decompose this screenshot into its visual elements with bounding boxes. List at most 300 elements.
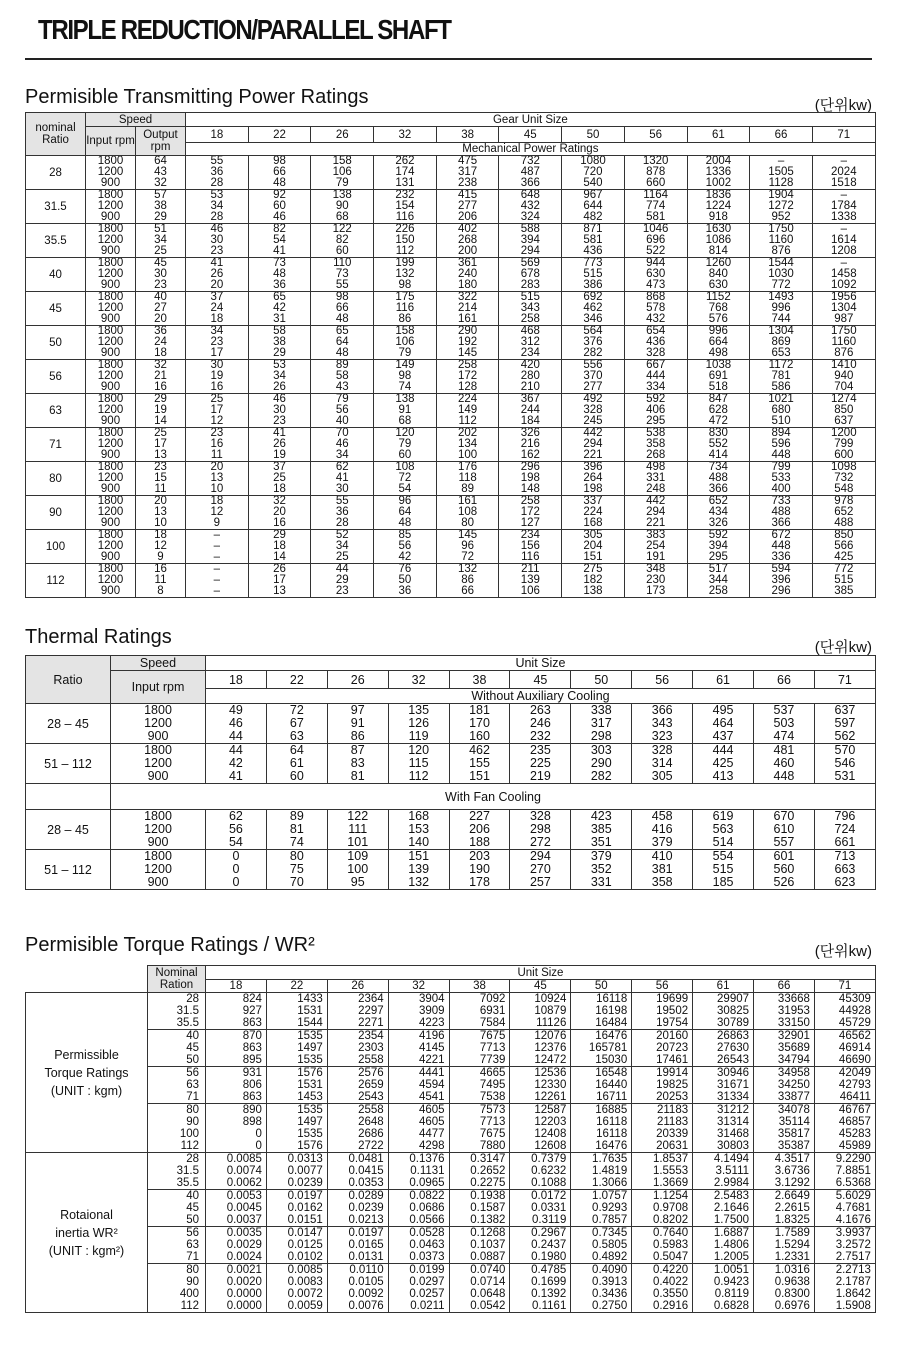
power-value: 98 [398, 279, 412, 291]
table-row [26, 326, 876, 360]
table-value: 45729 [838, 1017, 871, 1029]
power-cell [562, 428, 625, 462]
power-value: 637 [834, 415, 854, 427]
table-value: 0.0353 [348, 1177, 384, 1189]
table-value: 12203 [534, 1116, 567, 1128]
power-value: 52 [335, 529, 349, 541]
value-cell [266, 1153, 327, 1190]
power-cell [499, 428, 562, 462]
thermal-value: 537 [773, 703, 795, 717]
power-value: 131 [395, 177, 415, 189]
thermal-value: 155 [469, 756, 490, 770]
gear-size-header: Gear Unit Size [186, 113, 876, 127]
ratio-value: 50 [186, 1214, 199, 1226]
thermal-value: 272 [529, 835, 551, 849]
power-cell [812, 258, 875, 292]
table-value: 0.9638 [774, 1276, 810, 1288]
power-value: 54 [398, 483, 412, 495]
table-value: 0.6976 [774, 1300, 810, 1312]
ratio-cell: 56 [26, 360, 86, 394]
value-cell [449, 1104, 510, 1153]
table-value: 0.0965 [409, 1177, 445, 1189]
size-header: 71 [814, 671, 875, 689]
thermal-value: 181 [469, 703, 490, 717]
power-value: 691 [708, 370, 728, 382]
power-value: 116 [521, 551, 540, 563]
power-cell [311, 190, 374, 224]
power-value: 1458 [831, 268, 857, 280]
table-value: 0.5983 [652, 1239, 689, 1251]
power-value: 1152 [705, 291, 731, 303]
table-row [26, 292, 876, 326]
unit-size-header: Unit Size [206, 656, 876, 671]
torque-section-title: Permisible Torque Ratings / WR² [25, 934, 315, 956]
table-value: 2722 [358, 1140, 384, 1152]
power-value: 672 [771, 529, 791, 541]
table-value: 2659 [358, 1079, 384, 1091]
power-cell [436, 326, 499, 360]
value-cell [510, 1153, 571, 1190]
table-value: 0.5047 [652, 1251, 689, 1263]
table-value: 0.0083 [287, 1276, 323, 1288]
power-value: 34 [210, 200, 224, 212]
power-value: 154 [395, 200, 415, 212]
thermal-value: 462 [469, 743, 490, 757]
power-value: 79 [398, 347, 412, 359]
output-value: 32 [154, 359, 167, 371]
table-value: 20631 [656, 1140, 689, 1152]
size-header: 61 [687, 127, 750, 143]
power-ratings-table [25, 112, 876, 598]
output-value: 23 [154, 279, 167, 291]
thermal-value: 61 [289, 756, 304, 770]
table-value: 4.3517 [774, 1153, 810, 1165]
table-value: 12536 [534, 1067, 567, 1079]
output-value: 25 [154, 427, 167, 439]
table-value: 863 [242, 1017, 262, 1029]
input-value: 1200 [97, 268, 124, 280]
input-value: 1800 [97, 393, 124, 405]
power-value: 82 [335, 234, 349, 246]
table-value: 1531 [297, 1005, 323, 1017]
thermal-value: 413 [712, 769, 734, 783]
thermal-cell [327, 744, 388, 784]
power-value: 840 [708, 268, 728, 280]
thermal-value: 423 [590, 809, 612, 823]
thermal-value: 185 [712, 875, 734, 889]
thermal-value: 257 [529, 875, 551, 889]
power-value: 156 [520, 540, 540, 552]
table-value: 20253 [656, 1091, 689, 1103]
table-row [26, 360, 876, 394]
output-value: 19 [154, 404, 167, 416]
table-value: 0.0566 [409, 1214, 445, 1226]
table-value: 3.5111 [715, 1165, 750, 1177]
ratio-value: 90 [186, 1116, 199, 1128]
power-value: 781 [771, 370, 791, 382]
power-section-title: Permisible Transmitting Power Ratings [25, 86, 369, 108]
value-cell [754, 1227, 815, 1264]
input-value: 900 [100, 483, 121, 495]
power-value: 96 [461, 540, 474, 552]
power-value: 58 [335, 370, 349, 382]
power-value: 174 [395, 166, 415, 178]
thermal-value: 464 [712, 716, 734, 730]
power-value: 596 [771, 438, 791, 450]
power-cell [499, 360, 562, 394]
size-header: 56 [624, 127, 687, 143]
power-value: 70 [335, 427, 349, 439]
output-value: 9 [157, 551, 164, 563]
power-value: 448 [771, 449, 791, 461]
thermal-value: 227 [469, 809, 490, 823]
value-cell [449, 1227, 510, 1264]
table-value: 0.8119 [714, 1288, 750, 1300]
ratio-value: 40 [186, 1030, 199, 1042]
power-value: 221 [583, 449, 603, 461]
table-value: 0.0528 [409, 1227, 445, 1239]
power-value: 9 [213, 517, 221, 529]
power-value: 56 [335, 404, 349, 416]
thermal-value: 168 [408, 809, 430, 823]
power-cell [624, 258, 687, 292]
power-value: 394 [520, 234, 540, 246]
thermal-value: 298 [529, 822, 551, 836]
value-cell [388, 1227, 449, 1264]
table-value: 3.2572 [835, 1239, 871, 1251]
power-value: 158 [332, 155, 352, 167]
table-value: 0.7379 [531, 1153, 567, 1165]
power-value: 202 [458, 427, 478, 439]
size-header: 56 [632, 980, 693, 993]
power-cell [812, 394, 875, 428]
table-row [26, 1227, 876, 1264]
power-value: 772 [834, 563, 854, 575]
size-header: 61 [693, 671, 754, 689]
table-row [26, 564, 876, 598]
power-value: 1160 [831, 336, 857, 348]
input-value: 1800 [97, 563, 124, 575]
power-value: 20 [273, 506, 286, 518]
ratio-value: 31.5 [176, 1165, 199, 1177]
power-value: 53 [210, 189, 224, 201]
table-value: 0.3913 [592, 1276, 628, 1288]
thermal-value: 151 [408, 849, 430, 863]
table-row [26, 1030, 876, 1067]
ratio-cell: 80 [26, 462, 86, 496]
thermal-value: 140 [408, 835, 430, 849]
power-value: 66 [461, 585, 474, 597]
table-value: 45989 [838, 1140, 871, 1152]
table-value: 2.1787 [835, 1276, 871, 1288]
power-value: 13 [210, 472, 224, 484]
power-value: 1172 [768, 359, 794, 371]
power-cell [687, 462, 750, 496]
power-value: 36 [398, 585, 412, 597]
size-header: 18 [206, 671, 267, 689]
power-cell [812, 496, 875, 530]
table-value: 863 [242, 1091, 262, 1103]
speed-header: Speed [86, 113, 186, 127]
table-row [26, 744, 876, 784]
power-cell [186, 326, 249, 360]
table-value: 1.1254 [652, 1190, 689, 1202]
power-value: 376 [583, 336, 603, 348]
table-value: 0.0740 [470, 1264, 506, 1276]
power-value: 322 [458, 291, 478, 303]
value-cell [266, 1104, 327, 1153]
power-value: 90 [335, 200, 349, 212]
table-value: 0.6232 [531, 1165, 567, 1177]
power-cell [374, 428, 437, 462]
table-value: 0.0092 [348, 1288, 384, 1300]
power-value: 145 [458, 529, 478, 541]
nominal-ration-header: Nominal Ration [148, 966, 206, 993]
thermal-cell [632, 704, 693, 744]
value-cell [206, 1104, 267, 1153]
power-value: 74 [398, 381, 412, 393]
power-value: 448 [771, 540, 791, 552]
output-cell [136, 326, 186, 360]
table-value: 898 [242, 1116, 262, 1128]
power-value: 1410 [831, 359, 857, 371]
thermal-value: 81 [289, 822, 304, 836]
value-cell [693, 993, 754, 1030]
table-row [26, 224, 876, 258]
table-value: 0.0020 [226, 1276, 262, 1288]
fan-cooling-header: With Fan Cooling [111, 784, 876, 810]
power-value: 55 [210, 155, 224, 167]
power-value: 533 [771, 472, 791, 484]
thermal-value: 610 [773, 822, 795, 836]
input-value: 1800 [97, 155, 124, 167]
thermal-value: 178 [469, 875, 490, 889]
table-value: 0.8202 [652, 1214, 689, 1226]
power-value: 772 [771, 279, 791, 291]
table-value: 4477 [418, 1128, 445, 1140]
table-value: 0.1938 [470, 1190, 506, 1202]
input-value: 1200 [97, 506, 124, 518]
table-value: 1.7635 [592, 1153, 628, 1165]
table-value: 1535 [297, 1030, 323, 1042]
power-value: 1505 [768, 166, 794, 178]
value-cell [754, 1030, 815, 1067]
power-value: 161 [458, 495, 478, 507]
power-cell [687, 190, 750, 224]
table-value: 19699 [656, 993, 689, 1005]
table-value: 0.0313 [287, 1153, 323, 1165]
inertia-label-line: (UNIT : kgm²) [48, 1243, 125, 1258]
thermal-value: 514 [712, 835, 734, 849]
power-value: 110 [333, 257, 352, 269]
power-value: 847 [708, 393, 728, 405]
power-value: 65 [273, 291, 286, 303]
power-value: 383 [646, 529, 666, 541]
power-value: 442 [646, 495, 666, 507]
power-value: 317 [458, 166, 478, 178]
power-value: 86 [461, 574, 474, 586]
table-value: 12408 [534, 1128, 567, 1140]
power-cell [248, 360, 311, 394]
power-value: 138 [332, 189, 352, 201]
value-cell [814, 993, 875, 1030]
table-value: 7713 [479, 1042, 506, 1054]
power-value: 64 [398, 506, 412, 518]
value-cell [693, 1190, 754, 1227]
power-value: 295 [646, 415, 666, 427]
output-value: 25 [154, 245, 167, 257]
ratio-value: 50 [186, 1054, 199, 1066]
value-cell [327, 1190, 388, 1227]
power-value: 116 [395, 302, 415, 314]
table-value: 1.5553 [652, 1165, 689, 1177]
power-value: 488 [834, 517, 854, 529]
power-cell [562, 564, 625, 598]
size-header: 18 [186, 127, 249, 143]
power-value: 149 [395, 359, 415, 371]
table-value: 2686 [358, 1128, 384, 1140]
power-value: 134 [458, 438, 478, 450]
power-value: 46 [273, 393, 286, 405]
power-cell [186, 564, 249, 598]
thermal-cell [693, 704, 754, 744]
value-cell [754, 1104, 815, 1153]
table-value: 19914 [656, 1067, 689, 1079]
power-value: 98 [398, 370, 412, 382]
table-value: 46767 [838, 1104, 871, 1116]
thermal-value: 323 [651, 729, 673, 743]
table-value: 0.2275 [470, 1177, 506, 1189]
power-value: 581 [583, 234, 603, 246]
power-value: 145 [458, 347, 478, 359]
table-value: 0.1131 [410, 1165, 445, 1177]
table-value: 0.0077 [287, 1165, 323, 1177]
power-value: 540 [583, 177, 603, 189]
table-value: 0.0165 [348, 1239, 384, 1251]
power-value: 312 [520, 336, 540, 348]
torque-label-line: (UNIT : kgm) [50, 1083, 123, 1098]
thermal-value: 232 [529, 729, 551, 743]
power-value: 85 [398, 529, 412, 541]
thermal-value: 458 [651, 809, 673, 823]
table-value: 0.0822 [409, 1190, 445, 1202]
thermal-cell [449, 704, 510, 744]
value-cell [754, 993, 815, 1030]
ratio-cell: 51 – 112 [26, 850, 111, 890]
power-value: 132 [458, 563, 478, 575]
power-value: 46 [335, 438, 349, 450]
value-cell [571, 993, 632, 1030]
table-value: 30946 [717, 1067, 750, 1079]
power-value: 487 [520, 166, 540, 178]
power-cell [436, 496, 499, 530]
ratio-value: 35.5 [176, 1177, 199, 1189]
power-cell [624, 428, 687, 462]
table-value: 16118 [596, 1116, 628, 1128]
power-value: 36 [210, 166, 224, 178]
thermal-cell [571, 810, 632, 850]
power-value: 60 [273, 200, 286, 212]
table-value: 0.7345 [592, 1227, 628, 1239]
power-cell [186, 496, 249, 530]
table-value: 4.1676 [835, 1214, 871, 1226]
input-value: 1800 [97, 189, 124, 201]
power-value: 108 [458, 506, 478, 518]
power-value: 462 [583, 302, 603, 314]
thermal-cell [327, 704, 388, 744]
input-cell [111, 850, 206, 890]
power-value: 343 [520, 302, 540, 314]
table-value: 0.2750 [592, 1300, 628, 1312]
table-value: 0.0029 [226, 1239, 262, 1251]
input-value: 1200 [97, 370, 124, 382]
power-value: 28 [335, 517, 349, 529]
table-value: 0.1268 [470, 1227, 506, 1239]
thermal-value: 328 [529, 809, 551, 823]
ratio-cell: 71 [26, 428, 86, 462]
table-value: 0.1037 [470, 1239, 506, 1251]
power-cell [311, 394, 374, 428]
power-cell [186, 156, 249, 190]
thermal-cell [266, 744, 327, 784]
power-cell [311, 462, 374, 496]
torque-unit: (단위kw) [814, 943, 872, 960]
power-value: 80 [461, 517, 474, 529]
table-value: 20723 [656, 1042, 689, 1054]
size-header: 26 [327, 671, 388, 689]
table-value: 1535 [297, 1104, 323, 1116]
thermal-value: 111 [348, 822, 368, 836]
value-cell [754, 1264, 815, 1313]
table-value: 7538 [479, 1091, 506, 1103]
power-value: 522 [646, 245, 666, 257]
thermal-cell [206, 704, 267, 744]
power-value: 26 [273, 438, 286, 450]
thermal-cell [510, 810, 571, 850]
table-value: 1535 [297, 1128, 323, 1140]
power-cell [248, 156, 311, 190]
power-value: 432 [520, 200, 540, 212]
table-value: 0.0542 [470, 1300, 506, 1312]
power-value: 1002 [705, 177, 732, 189]
power-value: 482 [583, 211, 603, 223]
table-value: 4665 [479, 1067, 506, 1079]
table-value: 0 [255, 1128, 262, 1140]
value-cell [814, 1153, 875, 1190]
output-cell [136, 258, 186, 292]
power-value: 348 [646, 563, 666, 575]
output-value: 34 [154, 234, 167, 246]
output-value: 18 [154, 529, 167, 541]
thermal-cell [814, 744, 875, 784]
power-value: 1544 [768, 257, 794, 269]
power-value: 23 [210, 245, 224, 257]
value-cell [327, 1264, 388, 1313]
power-value: 244 [520, 404, 540, 416]
size-header: 45 [510, 980, 571, 993]
table-value: 0.0059 [287, 1300, 323, 1312]
ratio-header: nominal Ratio [26, 113, 86, 156]
value-cell [388, 1190, 449, 1227]
ratio-value: 45 [186, 1042, 199, 1054]
thermal-value: 0 [232, 849, 240, 863]
output-value: 43 [154, 166, 167, 178]
power-cell [248, 530, 311, 564]
table-value: 2297 [358, 1005, 384, 1017]
power-value: 55 [335, 495, 349, 507]
power-value: 2004 [705, 155, 732, 167]
page-title: TRIPLE REDUCTION/PARALLEL SHAFT [38, 14, 451, 45]
